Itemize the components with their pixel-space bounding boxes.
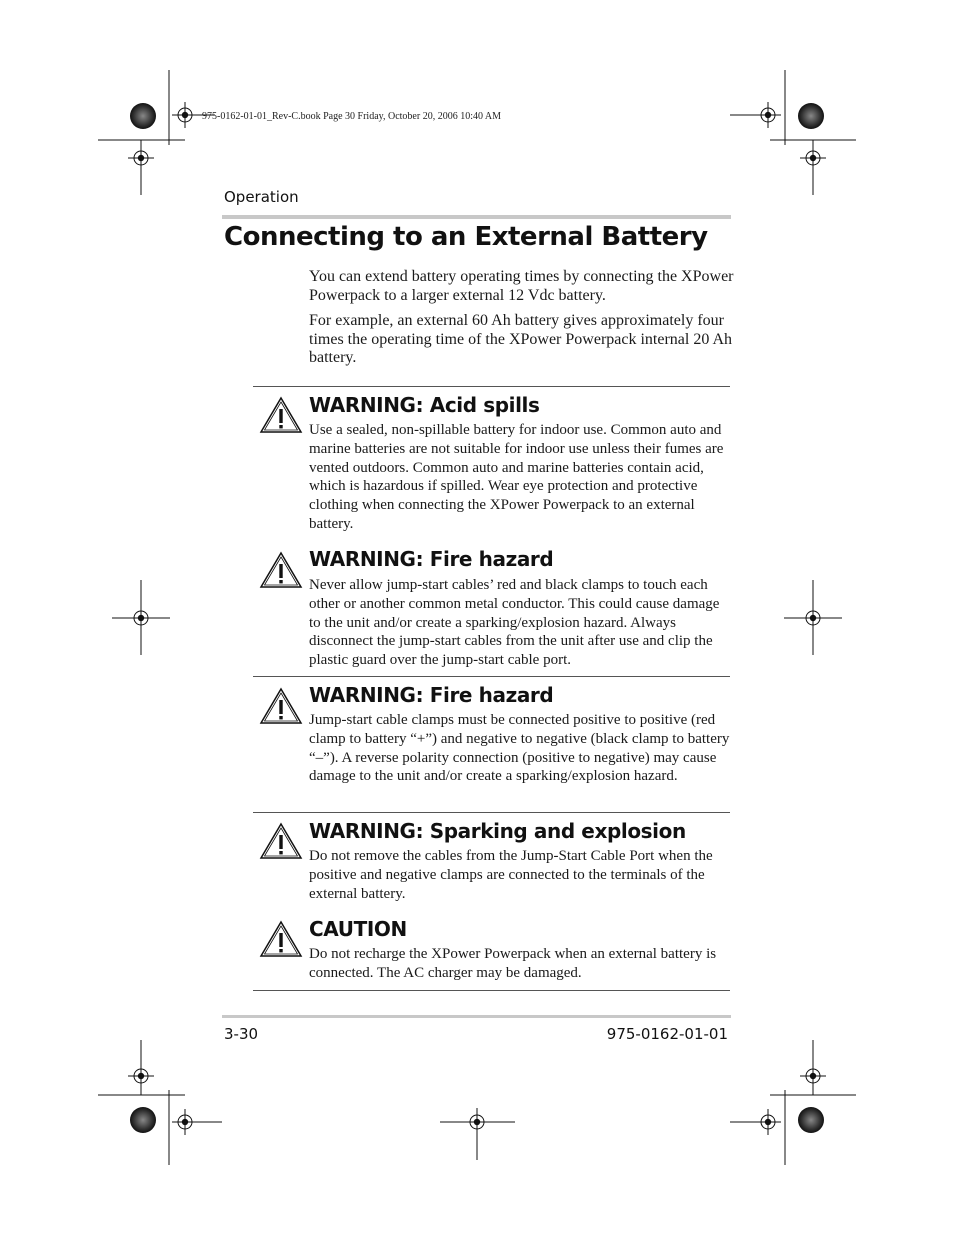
section-label: Operation bbox=[224, 188, 299, 206]
warning-text: Use a sealed, non-spillable battery for indoor use. Common auto and marine batteries are not suitable for indoor use unless their fumes are vented outdoors. Common auto and marine batteries contain acid, which is hazardous if spilled. Wear eye protection and protective clothing when connecting the XPower Powerpack to an external battery. bbox=[309, 422, 724, 532]
warning-text: Do not remove the cables from the Jump-Start Cable Port when the positive and negative clamps are connected to the terminals of the external battery. bbox=[309, 848, 713, 902]
divider bbox=[253, 812, 730, 813]
header-rule bbox=[222, 215, 731, 219]
warning-triangle-icon bbox=[259, 551, 303, 589]
footer-rule bbox=[222, 1015, 731, 1018]
document-number: 975-0162-01-01 bbox=[606, 1025, 728, 1043]
intro-paragraph: You can extend battery operating times by connecting the XPower Powerpack to a larger external 12 Vdc battery. bbox=[309, 268, 734, 304]
page-title: Connecting to an External Battery bbox=[224, 222, 708, 252]
divider bbox=[253, 676, 730, 677]
warning-title: WARNING: Fire hazard bbox=[309, 547, 554, 571]
warning-triangle-icon bbox=[259, 822, 303, 860]
warning-triangle-icon bbox=[259, 396, 303, 434]
warning-title: WARNING: Fire hazard bbox=[309, 683, 554, 707]
intro-paragraph: For example, an external 60 Ah battery gives approximately four times the operating time of the XPower Powerpack internal 20 Ah battery. bbox=[309, 312, 733, 367]
divider bbox=[253, 990, 730, 991]
caution-triangle-icon bbox=[259, 920, 303, 958]
caution-title: CAUTION bbox=[309, 917, 407, 941]
warning-title: WARNING: Acid spills bbox=[309, 393, 540, 417]
warning-triangle-icon bbox=[259, 687, 303, 725]
print-info-line: 975-0162-01-01_Rev-C.book Page 30 Friday, October 20, 2006 10:40 AM bbox=[202, 111, 502, 122]
warning-text: Jump-start cable clamps must be connected positive to positive (red clamp to battery “+”) and negative to negative (black clamp to battery “–”). A reverse polarity connection (positive to negative) may cause damage to the unit and/or create a sparking/explosion hazard. bbox=[309, 712, 730, 785]
warning-text: Never allow jump-start cables’ red and black clamps to touch each other or another common metal conductor. This could cause damage to the unit and/or create a sparking/explosion hazard. Always disconnect the jump-start cables from the unit after use and clip the plastic guard over the jump-start cable port. bbox=[309, 577, 720, 669]
warning-title: WARNING: Sparking and explosion bbox=[309, 819, 686, 843]
divider bbox=[253, 386, 730, 387]
caution-text: Do not recharge the XPower Powerpack when an external battery is connected. The AC charger may be damaged. bbox=[309, 946, 717, 981]
page-number: 3-30 bbox=[224, 1025, 259, 1043]
